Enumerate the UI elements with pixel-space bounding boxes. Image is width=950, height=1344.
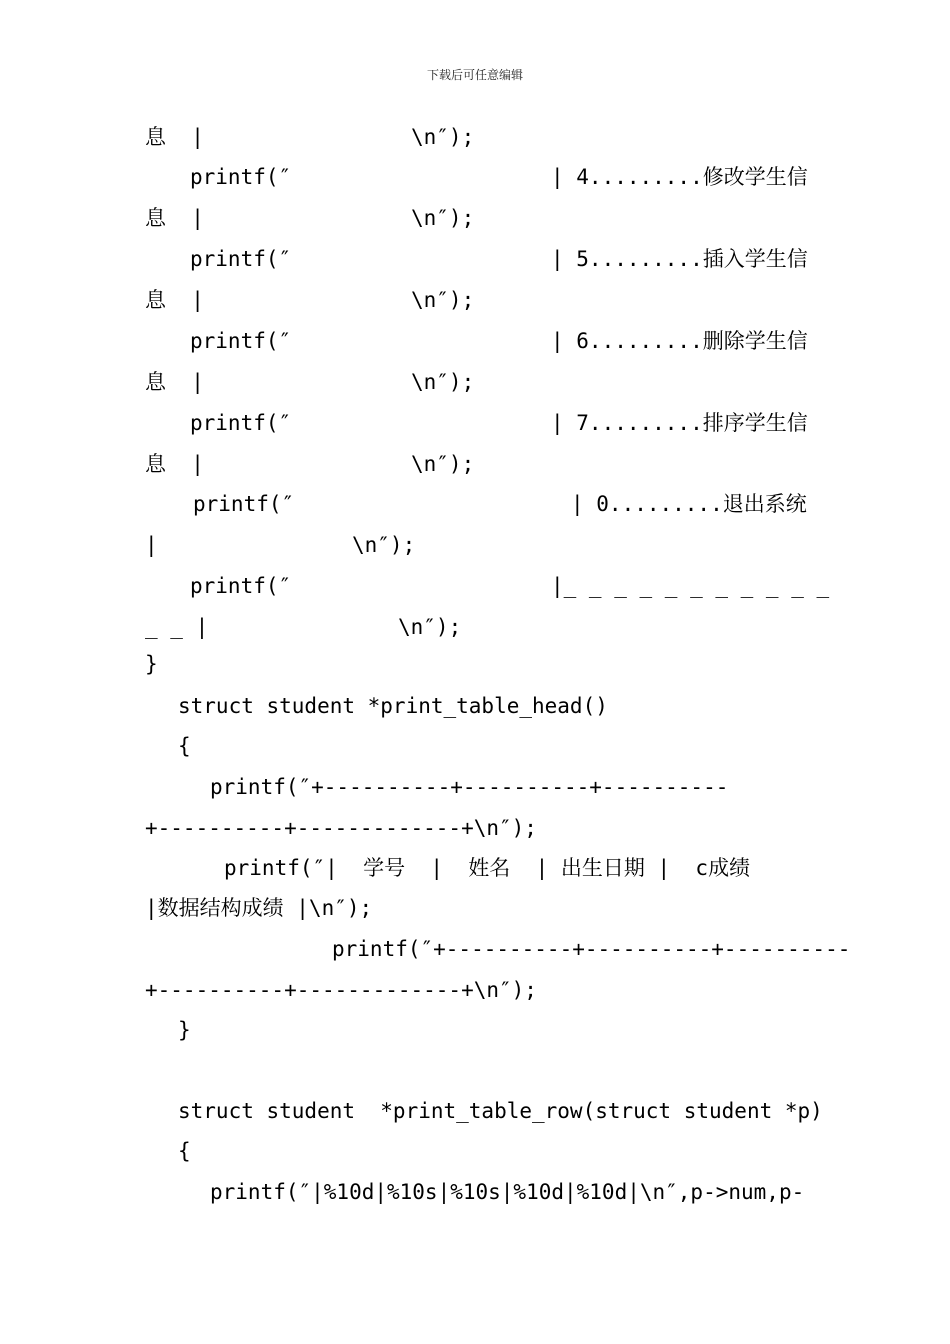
page-header: 下载后可任意编辑 <box>426 68 523 82</box>
code-text: printf(″ <box>193 492 295 516</box>
code-text: { <box>178 1139 191 1163</box>
code-text: printf(″ <box>190 411 292 435</box>
code-text: printf(″+----------+----------+---------- <box>332 937 851 961</box>
code-text: printf(″ <box>190 165 292 189</box>
code-text: 息 | <box>145 206 204 230</box>
code-text: struct student *print_table_row(struct student *p) <box>178 1099 823 1123</box>
code-text: \n″); <box>352 533 416 557</box>
code-text: } <box>145 652 158 676</box>
code-text: | 7.........排序学生信 <box>551 411 808 435</box>
code-text: printf(″ <box>190 329 292 353</box>
code-text: _ _ | <box>145 615 209 639</box>
code-text: printf(″ <box>190 574 292 598</box>
code-text: |_ _ _ _ _ _ _ _ _ _ _ <box>551 574 830 598</box>
code-text: printf(″| 学号 | 姓名 | 出生日期 | c成绩 <box>224 856 751 880</box>
code-text: printf(″|%10d|%10s|%10s|%10d|%10d|\n″,p->num,p- <box>210 1180 805 1204</box>
code-text: | 4.........修改学生信 <box>551 165 808 189</box>
code-text: \n″); <box>411 370 475 394</box>
code-text: struct student *print_table_head() <box>178 694 608 718</box>
code-text: \n″); <box>411 288 475 312</box>
code-text: 息 | <box>145 370 204 394</box>
code-text: +----------+-------------+\n″); <box>145 978 537 1002</box>
code-text: 息 | <box>145 452 204 476</box>
code-text: | <box>145 533 158 557</box>
code-text: |数据结构成绩 |\n″); <box>145 896 373 920</box>
code-text: \n″); <box>411 206 475 230</box>
code-text: \n″); <box>411 125 475 149</box>
code-text: { <box>178 734 191 758</box>
code-text: +----------+-------------+\n″); <box>145 816 537 840</box>
code-text: 息 | <box>145 288 204 312</box>
code-text: \n″); <box>411 452 475 476</box>
code-text: | 0.........退出系统 <box>571 492 807 516</box>
code-text: | 6.........删除学生信 <box>551 329 808 353</box>
code-text: printf(″+----------+----------+---------- <box>210 775 729 799</box>
code-text: 息 | <box>145 125 204 149</box>
code-text: \n″); <box>398 615 462 639</box>
code-text: } <box>178 1018 191 1042</box>
code-text: | 5.........插入学生信 <box>551 247 808 271</box>
code-text: printf(″ <box>190 247 292 271</box>
